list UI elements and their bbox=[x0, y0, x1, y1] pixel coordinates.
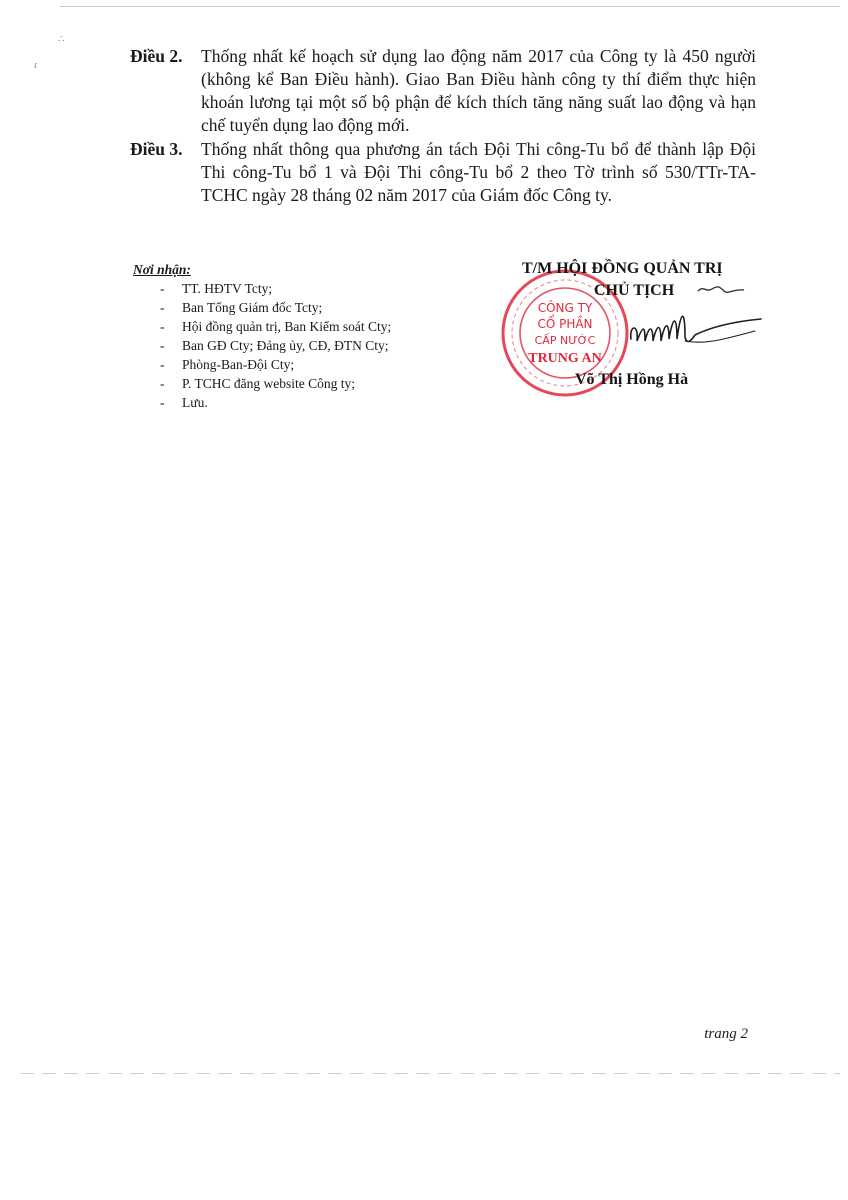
recipient-item: - Ban Tổng Giám đốc Tcty; bbox=[133, 298, 391, 317]
signature-subtitle: CHỦ TỊCH bbox=[594, 282, 675, 299]
recipients-block bbox=[133, 260, 391, 412]
scan-speck: ∴ bbox=[58, 34, 65, 45]
stamp-line: CỔ PHẦN bbox=[537, 317, 593, 331]
signer-name: Võ Thị Hồng Hà bbox=[575, 371, 689, 388]
recipient-item: - P. TCHC đăng website Công ty; bbox=[133, 374, 391, 393]
article-text: Thống nhất kế hoạch sử dụng lao động năm 2017 của Công ty là 450 người (không kể Ban Điều hành). Giao Ban Điều hành công ty thí điểm thực hiện khoán lương tại một số bộ phận để kích thích tăng năng suất lao động và hạn chế tuyển dụng lao động mới. bbox=[201, 46, 756, 135]
scan-edge-top bbox=[60, 6, 840, 7]
stamp-line: TRUNG AN bbox=[528, 351, 602, 366]
article-text: Thống nhất thông qua phương án tách Đội Thi công-Tu bổ để thành lập Đội Thi công-Tu bổ 1 và Đội Thi công-Tu bổ 2 theo Tờ trình số 530/TTr-TA-TCHC ngày 28 tháng 02 năm 2017 của Giám đốc Công ty. bbox=[201, 139, 756, 205]
signature-block bbox=[500, 255, 760, 405]
recipient-item: - TT. HĐTV Tcty; bbox=[133, 279, 391, 298]
scan-speck: ɾ bbox=[34, 60, 38, 71]
article-3 bbox=[130, 138, 756, 207]
recipient-item: - Phòng-Ban-Đội Cty; bbox=[133, 355, 391, 374]
article-label: Điều 3. bbox=[130, 139, 183, 159]
article-2 bbox=[130, 45, 756, 137]
handwritten-signature bbox=[625, 295, 765, 365]
article-label: Điều 2. bbox=[130, 46, 183, 66]
recipients-title: Nơi nhận: bbox=[133, 262, 191, 277]
stamp-line: CẤP NƯỚC bbox=[534, 334, 596, 347]
recipient-item: - Ban GĐ Cty; Đảng ủy, CĐ, ĐTN Cty; bbox=[133, 336, 391, 355]
signature-title: T/M HỘI ĐỒNG QUẢN TRỊ bbox=[522, 260, 723, 277]
recipient-item: - Hội đồng quản trị, Ban Kiểm soát Cty; bbox=[133, 317, 391, 336]
stamp-line: CÔNG TY bbox=[537, 301, 593, 315]
page-number: trang 2 bbox=[704, 1026, 748, 1042]
recipient-item: - Lưu. bbox=[133, 393, 391, 412]
scan-edge-bottom bbox=[20, 1073, 840, 1074]
recipients-list bbox=[133, 279, 391, 412]
